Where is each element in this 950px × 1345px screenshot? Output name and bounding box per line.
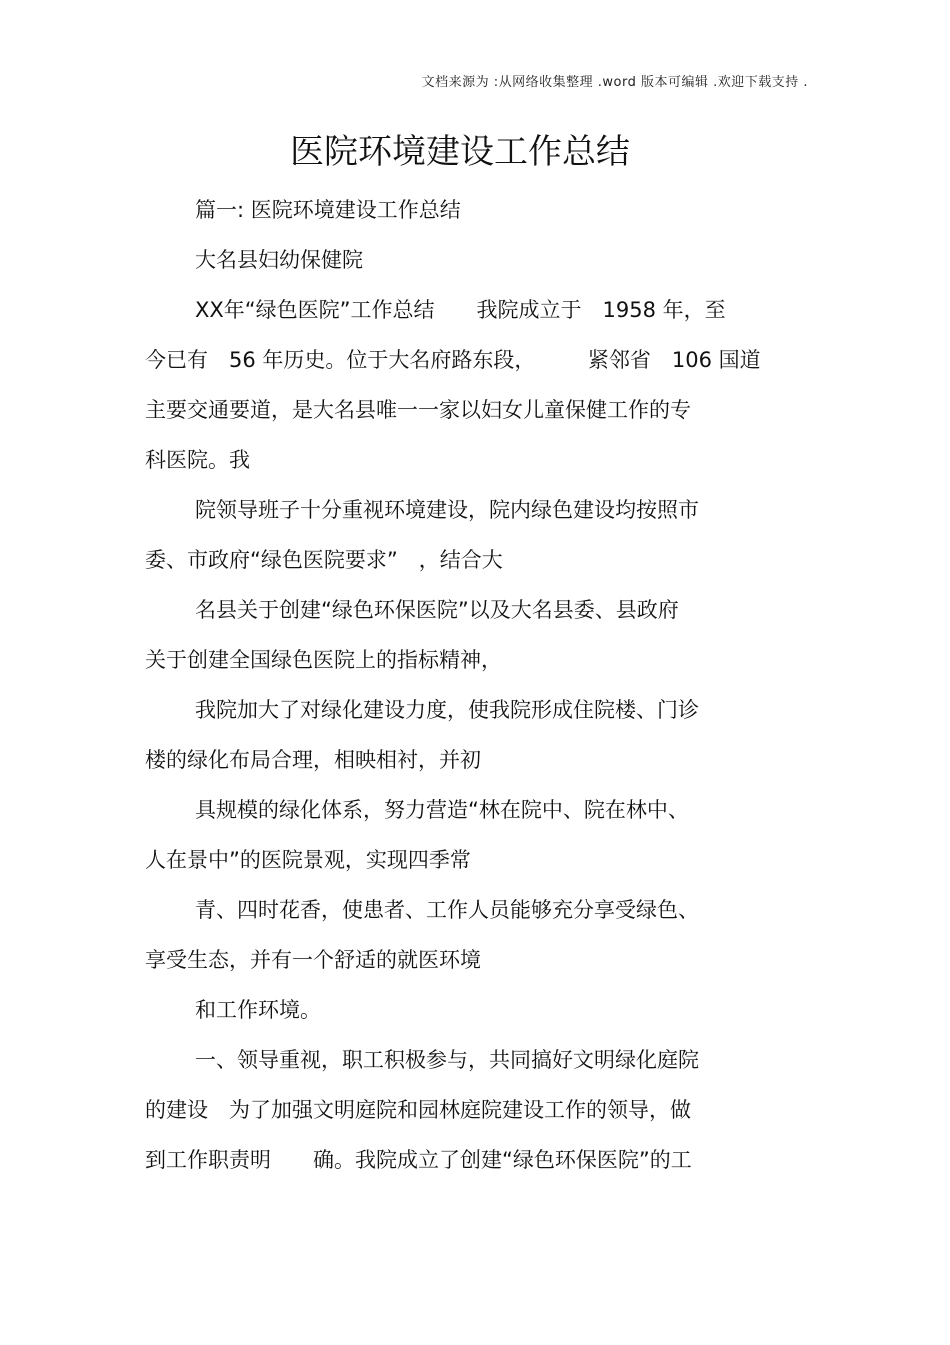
header-note: 文档来源为 :从网络收集整理 .word 版本可编辑 .欢迎下载支持 . — [421, 75, 808, 90]
text-line: 的建设 为了加强文明庭院和园林庭院建设工作的领导，做 — [145, 1098, 691, 1122]
text-line: 关于创建全国绿色医院上的指标精神， — [145, 648, 502, 672]
document-body — [145, 185, 810, 1185]
text-line: 到工作职责明 确。我院成立了创建“绿色环保医院”的工 — [145, 1148, 692, 1172]
text-line: 楼的绿化布局合理，相映相衬，并初 — [145, 748, 481, 772]
text-line: 委、市政府“绿色医院要求” ，结合大 — [145, 548, 503, 572]
text-line: 享受生态，并有一个舒适的就医环境 — [145, 948, 481, 972]
text-line: 科医院。我 — [145, 448, 250, 472]
text-line: 具规模的绿化体系，努力营造“林在院中、院在林中、 — [195, 798, 689, 822]
text-line: 主要交通要道，是大名县唯一一家以妇女儿童保健工作的专 — [145, 398, 691, 422]
text-line: 青、四时花香，使患者、工作人员能够充分享受绿色、 — [195, 898, 699, 922]
text-line: 大名县妇幼保健院 — [195, 248, 363, 272]
text-line: 人在景中”的医院景观，实现四季常 — [145, 848, 471, 872]
text-line: 院领导班子十分重视环境建设，院内绿色建设均按照市 — [195, 498, 699, 522]
text-line: XX年“绿色医院”工作总结 我院成立于 1958 年，至 — [195, 298, 726, 322]
text-line: 一、领导重视，职工积极参与，共同搞好文明绿化庭院 — [195, 1048, 699, 1072]
text-line: 名县关于创建“绿色环保医院”以及大名县委、县政府 — [195, 598, 679, 622]
text-line: 篇一: 医院环境建设工作总结 — [195, 198, 461, 222]
text-line: 和工作环境。 — [195, 998, 321, 1022]
text-line: 今已有 56 年历史。位于大名府路东段， 紧邻省 106 国道 — [145, 348, 761, 372]
document-title: 医院环境建设工作总结 — [290, 132, 630, 172]
text-line: 我院加大了对绿化建设力度，使我院形成住院楼、门诊 — [195, 698, 699, 722]
